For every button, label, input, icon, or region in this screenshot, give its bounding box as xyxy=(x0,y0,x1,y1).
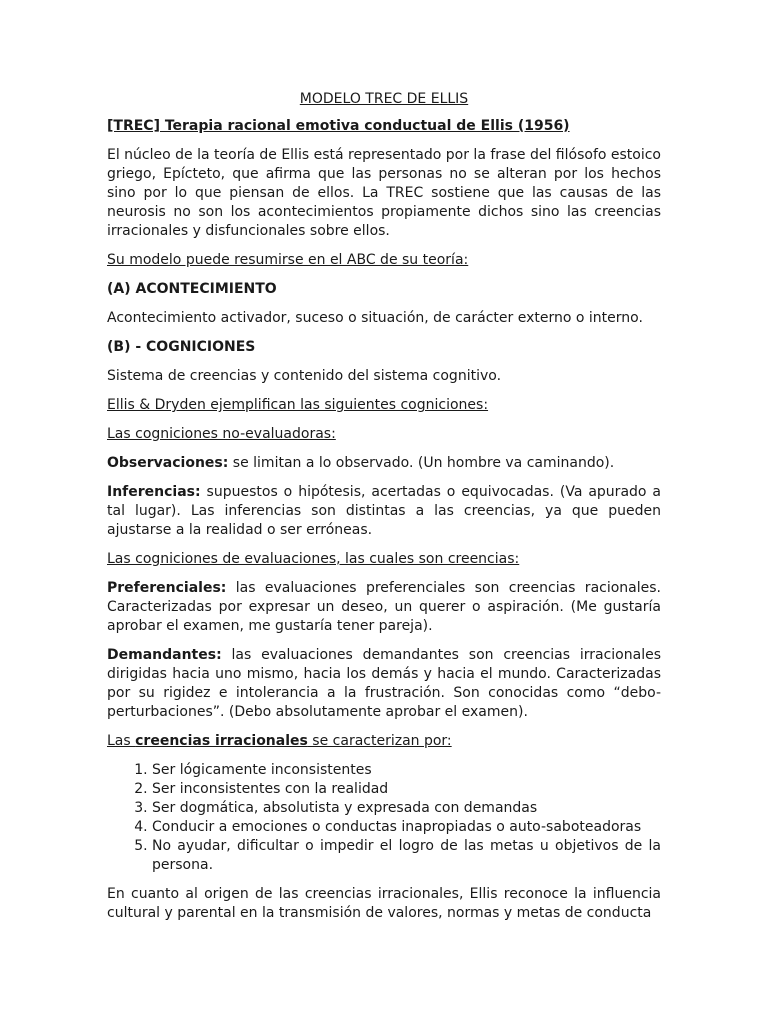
document-page xyxy=(107,90,661,933)
document-title: MODELO TREC DE ELLIS xyxy=(299,91,469,107)
abc-intro: Su modelo puede resumirse en el ABC de su teoría: xyxy=(107,252,469,268)
irracionales-intro xyxy=(107,732,661,751)
section-b-text: Sistema de creencias y contenido del sistema cognitivo. xyxy=(107,368,502,384)
intro-paragraph: El núcleo de la teoría de Ellis está representado por la frase del filósofo estoico griego, Epícteto, que afirma que las personas no se alteran por los hechos sino por lo que piensan de ellos. La TREC sostiene que las causas de las neurosis no son los acontecimientos propiamente dichos sino las creencias irracionales y disfuncionales sobre ellos. xyxy=(107,147,661,239)
ellis-dryden-line: Ellis & Dryden ejemplifican las siguientes cogniciones: xyxy=(107,397,489,413)
closing-paragraph: En cuanto al origen de las creencias irracionales, Ellis reconoce la influencia cultural y parental en la transmisión de valores, normas y metas de conducta xyxy=(107,886,661,921)
preferenciales-paragraph xyxy=(107,579,661,636)
document-subtitle: [TREC] Terapia racional emotiva conductual de Ellis (1956) xyxy=(107,118,570,134)
preferenciales-text: las evaluaciones preferenciales son creencias racionales. Caracterizadas por expresar un deseo, un querer o aspiración. (Me gustaría aprobar el examen, me gustaría tener pareja). xyxy=(107,580,661,634)
observaciones-term: Observaciones: xyxy=(107,455,229,471)
demandantes-paragraph xyxy=(107,646,661,722)
inferencias-term: Inferencias: xyxy=(107,484,201,500)
list-item: 4. Conducir a emociones o conductas inapropiadas o auto-saboteadoras xyxy=(152,818,661,837)
section-b-heading: (B) - COGNICIONES xyxy=(107,339,256,355)
demandantes-term: Demandantes: xyxy=(107,647,222,663)
observaciones-paragraph xyxy=(107,454,661,473)
list-item: 2. Ser inconsistentes con la realidad xyxy=(152,780,661,799)
list-item: 5. No ayudar, dificultar o impedir el logro de las metas u objetivos de la persona. xyxy=(152,837,661,875)
observaciones-text: se limitan a lo observado. (Un hombre va caminando). xyxy=(228,455,615,471)
list-item: 3. Ser dogmática, absolutista y expresada con demandas xyxy=(152,799,661,818)
section-a-heading: (A) ACONTECIMIENTO xyxy=(107,281,277,297)
irracionales-intro-pre: Las xyxy=(107,733,136,749)
inferencias-text: supuestos o hipótesis, acertadas o equivocadas. (Va apurado a tal lugar). Las inferencias son distintas a las creencias, ya que pueden ajustarse a la realidad o ser erróneas. xyxy=(107,484,661,538)
demandantes-text: las evaluaciones demandantes son creencias irracionales dirigidas hacia uno mismo, hacia los demás y hacia el mundo. Caracterizadas por su rigidez e intolerancia a la frustración. Son conocidas como “debo-perturbaciones”. (Debo absolutamente aprobar el examen). xyxy=(107,647,661,720)
irracionales-intro-post: se caracterizan por: xyxy=(307,733,452,749)
no-eval-heading: Las cogniciones no-evaluadoras: xyxy=(107,426,336,442)
inferencias-paragraph xyxy=(107,483,661,540)
preferenciales-term: Preferenciales: xyxy=(107,580,227,596)
irracionales-intro-bold: creencias irracionales xyxy=(135,733,308,749)
section-a-text: Acontecimiento activador, suceso o situación, de carácter externo o interno. xyxy=(107,310,643,326)
eval-heading: Las cogniciones de evaluaciones, las cuales son creencias: xyxy=(107,551,520,567)
irracionales-list xyxy=(107,761,661,875)
list-item: 1. Ser lógicamente inconsistentes xyxy=(152,761,661,780)
